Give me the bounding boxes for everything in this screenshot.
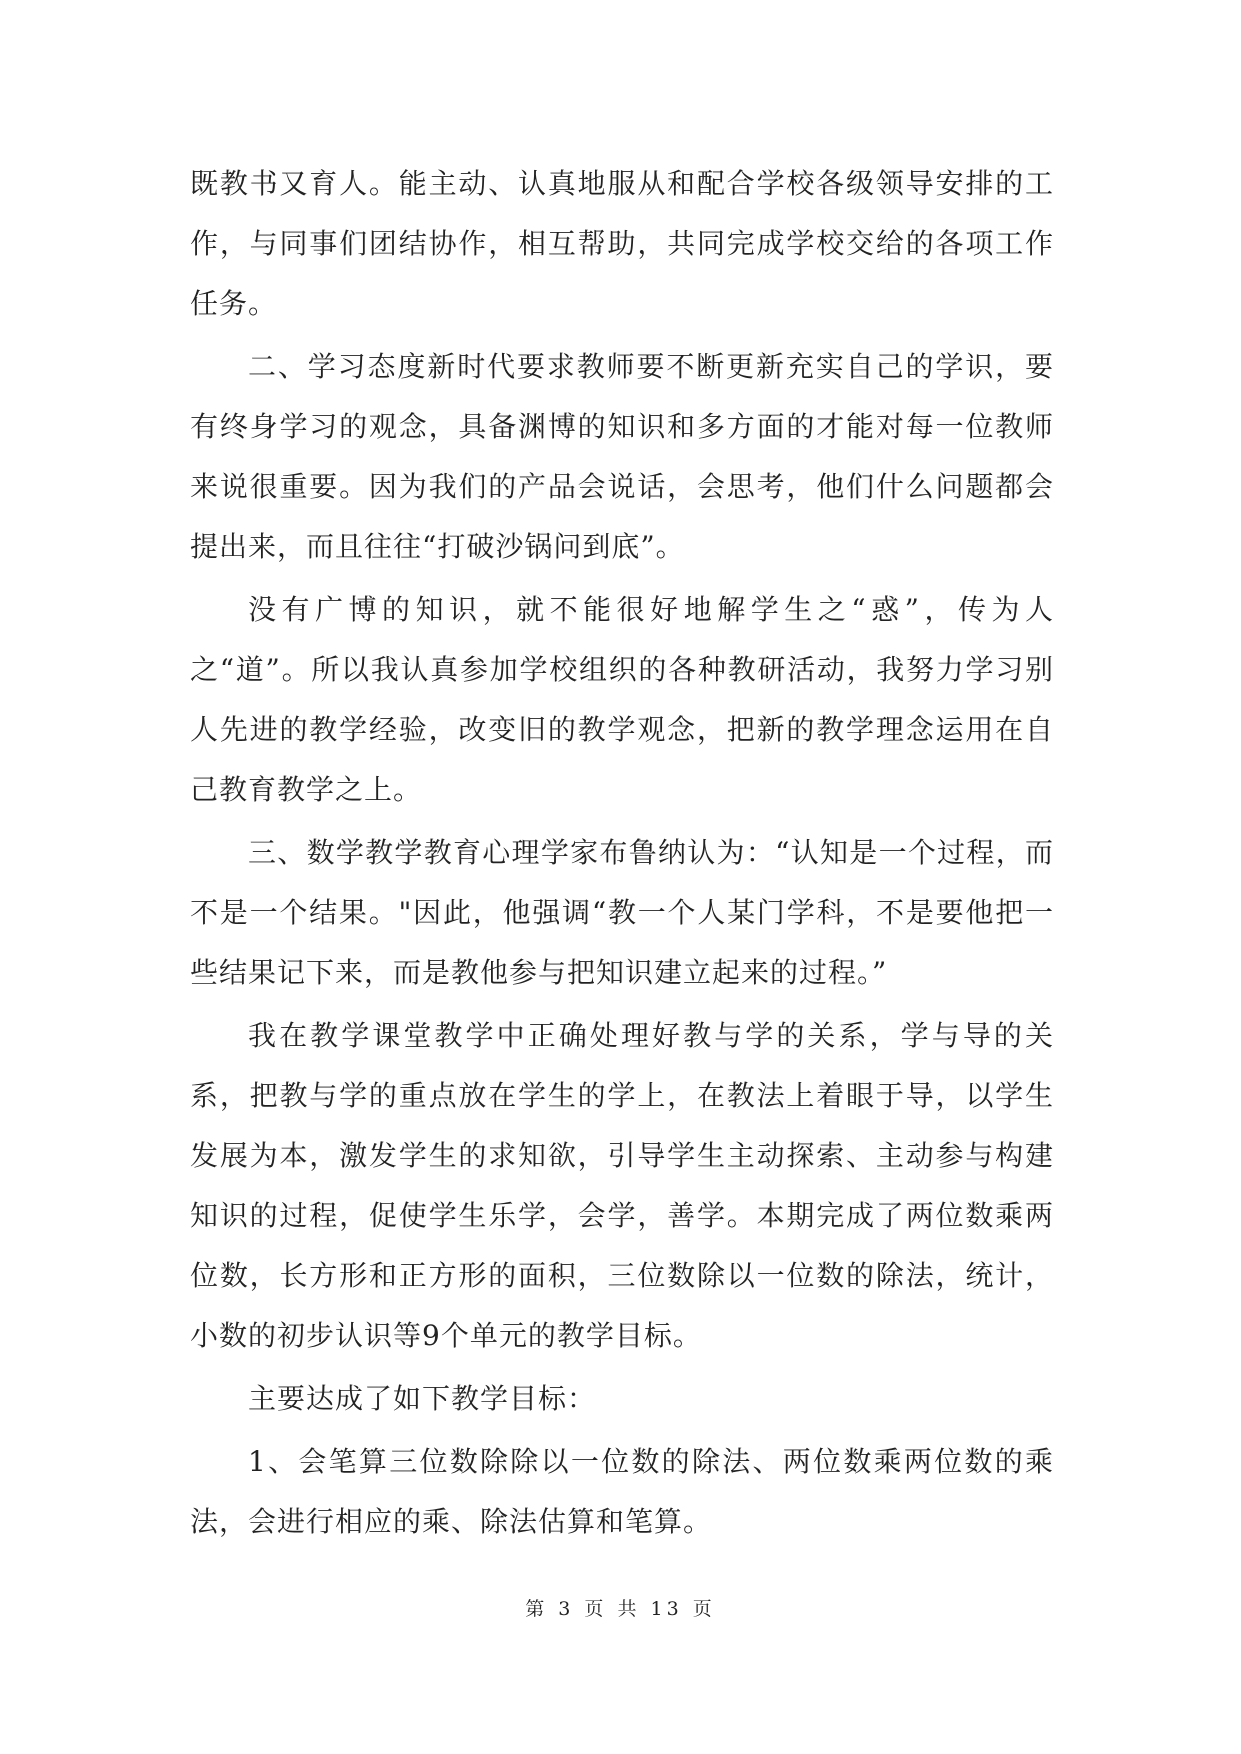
- paragraph: 二、学习态度新时代要求教师要不断更新充实自己的学识，要有终身学习的观念，具备渊博的知识和多方面的才能对每一位教师来说很重要。因为我们的产品会说话，会思考，他们什么问题都会提出来，而且往往“打破沙锅问到底”。: [190, 350, 1054, 563]
- paragraph: 我在教学课堂教学中正确处理好教与学的关系，学与导的关系，把教与学的重点放在学生的学上，在教法上着眼于导，以学生发展为本，激发学生的求知欲，引导学生主动探索、主动参与构建知识的过程，促使学生乐学，会学，善学。本期完成了两位数乘两位数，长方形和正方形的面积，三位数除以一位数的除法，统计，小数的初步认识等9个单元的教学目标。: [190, 1019, 1054, 1352]
- paragraph: 1、会笔算三位数除除以一位数的除法、两位数乘两位数的乘法，会进行相应的乘、除法估算和笔算。: [190, 1445, 1054, 1538]
- paragraph: 既教书又育人。能主动、认真地服从和配合学校各级领导安排的工作，与同事们团结协作，相互帮助，共同完成学校交给的各项工作任务。: [190, 167, 1054, 320]
- paragraph: 主要达成了如下教学目标：: [248, 1382, 597, 1415]
- paragraph: 没有广博的知识，就不能很好地解学生之“惑”，传为人之“道”。所以我认真参加学校组织的各种教研活动，我努力学习别人先进的教学经验，改变旧的教学观念，把新的教学理念运用在自己教育教学之上。: [190, 593, 1054, 806]
- document-body: [190, 154, 1054, 1552]
- paragraph: 三、数学教学教育心理学家布鲁纳认为：“认知是一个过程，而不是一个结果。"因此，他强调“教一个人某门学科，不是要他把一些结果记下来，而是教他参与把知识建立起来的过程。”: [190, 836, 1054, 989]
- page-number-footer: 第 3 页 共 13 页: [525, 1598, 716, 1620]
